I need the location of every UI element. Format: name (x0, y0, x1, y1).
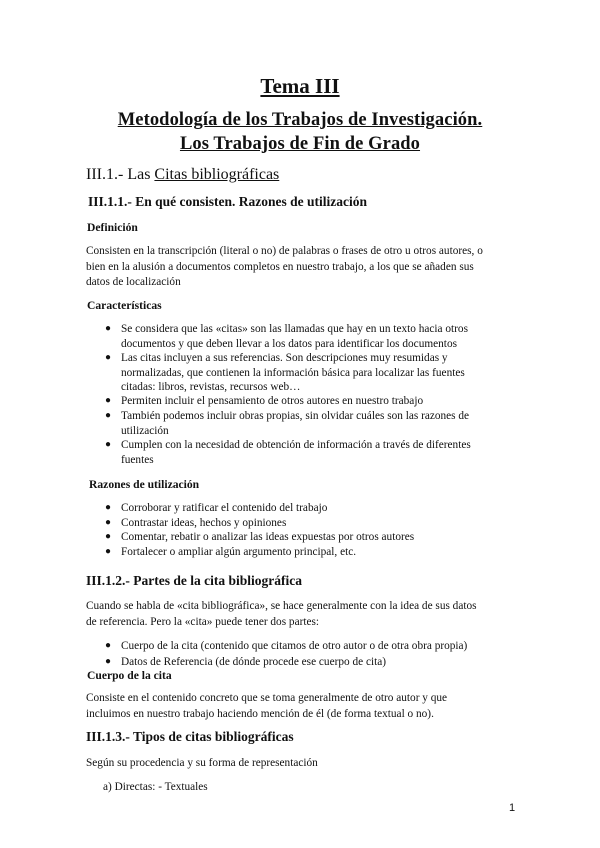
bullet-icon: ● (105, 640, 112, 651)
razones-label: Razones de utilización (89, 478, 200, 491)
text-line: Las citas incluyen a sus referencias. Son descripciones muy resumidas y (121, 352, 448, 364)
tipos-item-a: a) Directas: - Textuales (103, 781, 208, 793)
bullet-icon: ● (105, 531, 112, 542)
partes-intro-paragraph (86, 599, 526, 630)
text-line: de referencia. Pero la «cita» puede tener dos partes: (86, 615, 320, 628)
text-line: Cuando se habla de «cita bibliográfica», se hace generalmente con la idea de sus datos (86, 600, 477, 612)
list-item (105, 516, 526, 531)
definicion-label: Definición (87, 221, 138, 234)
text-line: También podemos incluir obras propias, sin olvidar cuáles son las razones de (121, 410, 470, 422)
text-line: Corroborar y ratificar el contenido del trabajo (121, 502, 328, 514)
cuerpo-paragraph (86, 691, 526, 722)
text-line: incluimos en nuestro trabajo haciendo mención de él (de forma textual o no). (86, 707, 434, 720)
subsection-2-heading: III.1.2.- Partes de la cita bibliográfica (86, 573, 302, 588)
subsection-3-heading: III.1.3.- Tipos de citas bibliográficas (86, 729, 294, 744)
text-line: Contrastar ideas, hechos y opiniones (121, 517, 287, 529)
tema-title: Tema III (260, 74, 340, 98)
text-line: Consisten en la transcripción (literal o no) de palabras o frases de otro u otros autores, o (86, 245, 483, 257)
text-line: Permiten incluir el pensamiento de otros autores en nuestro trabajo (121, 395, 424, 407)
list-item (105, 409, 526, 438)
caracteristicas-label: Características (87, 299, 162, 312)
text-line: documentos y que deben llevar a los datos para identificar los documentos (121, 337, 457, 350)
text-line: citadas: libros, revistas, recursos web… (121, 381, 301, 393)
bullet-icon: ● (105, 410, 112, 421)
text-line: Cumplen con la necesidad de obtención de información a través de diferentes (121, 439, 471, 451)
list-item (105, 322, 526, 351)
bullet-icon: ● (105, 517, 112, 528)
doc-title-line-1: Metodología de los Trabajos de Investigación. (117, 110, 483, 130)
list-item (105, 351, 526, 395)
subsection-1-heading: III.1.1.- En qué consisten. Razones de utilización (88, 194, 368, 209)
list-item (105, 655, 526, 670)
doc-title-line-2: Los Trabajos de Fin de Grado (179, 134, 421, 154)
text-line: utilización (121, 424, 169, 437)
list-item (105, 438, 526, 467)
text-line: Fortalecer o ampliar algún argumento principal, etc. (121, 546, 357, 558)
text-line: fuentes (121, 453, 154, 466)
text-line: bien en la alusión a documentos completos en nuestro trabajo, a los que se añaden sus (86, 260, 474, 273)
bullet-icon: ● (105, 656, 112, 667)
list-item (105, 530, 526, 545)
text-line: normalizadas, que contienen la información básica para localizar las fuentes (121, 366, 465, 379)
bullet-icon: ● (105, 352, 112, 363)
page-number: 1 (509, 802, 516, 814)
section-number: III.1.- Las (86, 166, 151, 183)
cuerpo-label: Cuerpo de la cita (87, 669, 172, 682)
definicion-paragraph (86, 244, 526, 291)
bullet-icon: ● (105, 502, 112, 513)
section-heading (86, 166, 279, 184)
bullet-icon: ● (105, 323, 112, 334)
text-line: datos de localización (86, 276, 181, 288)
list-item (105, 394, 526, 409)
bullet-icon: ● (105, 395, 112, 406)
section-title: Citas bibliográficas (154, 166, 280, 183)
list-item (105, 545, 526, 560)
text-line: Cuerpo de la cita (contenido que citamos de otro autor o de otra obra propia) (121, 640, 468, 652)
text-line: Consiste en el contenido concreto que se toma generalmente de otro autor y que (86, 692, 448, 704)
list-item (105, 639, 526, 654)
tipos-intro: Según su procedencia y su forma de representación (86, 757, 318, 769)
bullet-icon: ● (105, 546, 112, 557)
text-line: Comentar, rebatir o analizar las ideas expuestas por otros autores (121, 531, 415, 543)
list-item (105, 501, 526, 516)
text-line: Se considera que las «citas» son las llamadas que hay en un texto hacia otros (121, 323, 468, 335)
text-line: Datos de Referencia (de dónde procede ese cuerpo de cita) (121, 656, 387, 668)
bullet-icon: ● (105, 439, 112, 450)
